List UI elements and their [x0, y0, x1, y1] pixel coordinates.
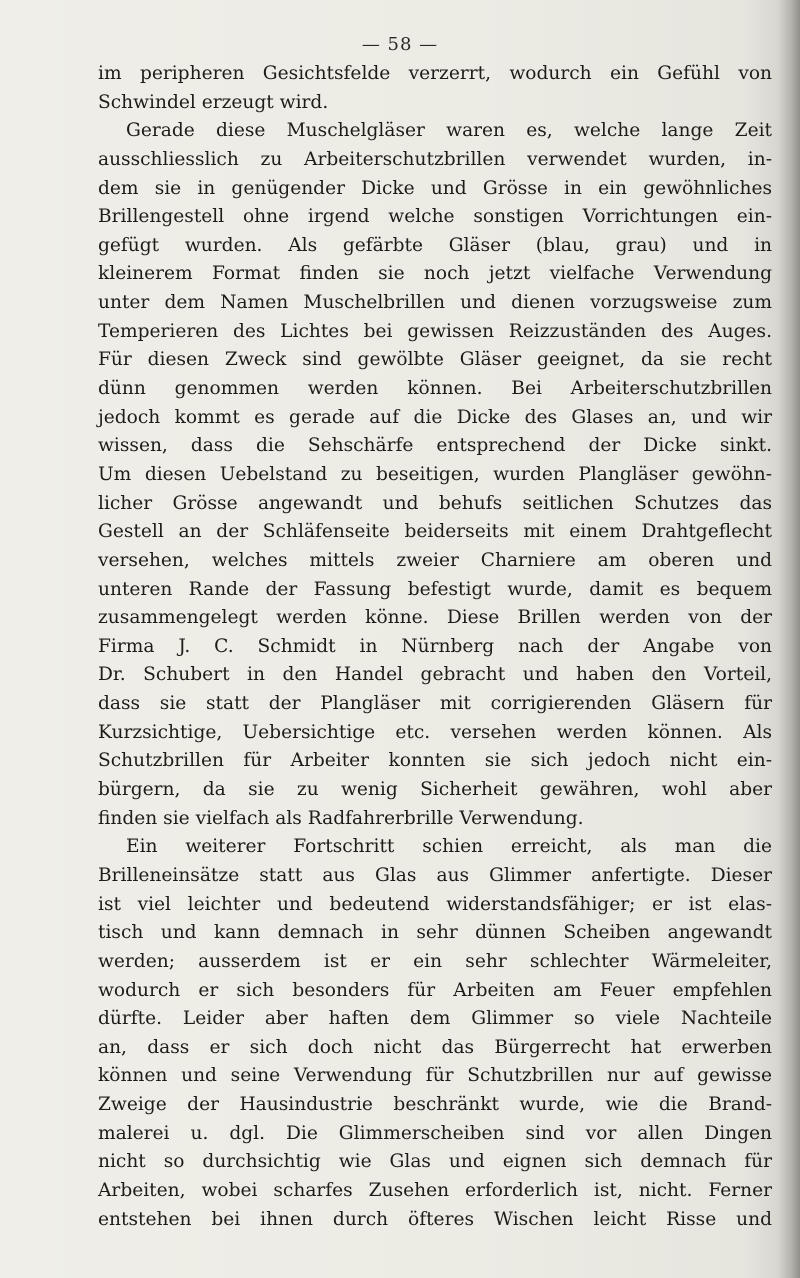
text-line: bürgern, da sie zu wenig Sicherheit gewähren, wohl aber: [98, 779, 772, 801]
page-number: — 58 —: [361, 34, 439, 55]
text-line: können und seine Verwendung für Schutzbrillen nur auf gewisse: [98, 1065, 772, 1087]
text-line: Temperieren des Lichtes bei gewissen Reizzuständen des Auges.: [98, 320, 772, 342]
text-line: nicht so durchsichtig wie Glas und eignen sich demnach für: [98, 1151, 772, 1173]
text-line: wodurch er sich besonders für Arbeiten am Feuer empfehlen: [98, 979, 772, 1001]
text-line: an, dass er sich doch nicht das Bürgerrecht hat erwerben: [98, 1036, 772, 1058]
text-line: versehen, welches mittels zweier Charniere am oberen und: [98, 549, 772, 571]
text-line: Für diesen Zweck sind gewölbte Gläser geeignet, da sie recht: [98, 349, 772, 371]
text-line: Kurzsichtige, Uebersichtige etc. versehen werden können. Als: [98, 721, 772, 743]
text-line: malerei u. dgl. Die Glimmerscheiben sind vor allen Dingen: [98, 1122, 772, 1144]
page-edge-shadow: [778, 0, 800, 1278]
text-line: dass sie statt der Plangläser mit corrigierenden Gläsern für: [98, 693, 772, 715]
text-line: dem sie in genügender Dicke und Grösse in ein gewöhnliches: [98, 177, 772, 199]
text-line: licher Grösse angewandt und behufs seitlichen Schutzes das: [98, 492, 772, 514]
text-line: werden; ausserdem ist er ein sehr schlechter Wärmeleiter,: [98, 950, 772, 972]
text-line: ist viel leichter und bedeutend widerstandsfähiger; er ist elas-: [98, 893, 772, 915]
text-line: Zweige der Hausindustrie beschränkt wurde, wie die Brand-: [98, 1094, 772, 1116]
text-line: Brilleneinsätze statt aus Glas aus Glimmer anfertigte. Dieser: [98, 864, 772, 886]
text-line: jedoch kommt es gerade auf die Dicke des Glases an, und wir: [98, 406, 772, 428]
text-line: Ein weiterer Fortschritt schien erreicht, als man die: [126, 836, 772, 858]
text-line: unter dem Namen Muschelbrillen und dienen vorzugsweise zum: [98, 292, 772, 314]
text-line: Gestell an der Schläfenseite beiderseits mit einem Drahtgeflecht: [98, 521, 772, 543]
text-line: dürfte. Leider aber haften dem Glimmer so viele Nachteile: [98, 1008, 772, 1030]
text-line: ausschliesslich zu Arbeiterschutzbrillen verwendet wurden, in-: [98, 148, 772, 170]
text-line: Um diesen Uebelstand zu beseitigen, wurden Plangläser gewöhn-: [98, 463, 772, 485]
text-line: Schwindel erzeugt wird.: [98, 91, 329, 113]
text-line: wissen, dass die Sehschärfe entsprechend der Dicke sinkt.: [98, 435, 772, 457]
text-line: Arbeiten, wobei scharfes Zusehen erforderlich ist, nicht. Ferner: [98, 1179, 772, 1201]
text-line: Gerade diese Muschelgläser waren es, welche lange Zeit: [126, 120, 772, 142]
text-line: tisch und kann demnach in sehr dünnen Scheiben angewandt: [98, 922, 772, 944]
text-line: kleinerem Format finden sie noch jetzt vielfache Verwendung: [98, 263, 772, 285]
body-text: [98, 60, 772, 1234]
text-line: finden sie vielfach als Radfahrerbrille Verwendung.: [98, 807, 584, 829]
text-line: zusammengelegt werden könne. Diese Brillen werden von der: [98, 607, 772, 629]
text-line: im peripheren Gesichtsfelde verzerrt, wodurch ein Gefühl von: [98, 63, 772, 84]
text-line: unteren Rande der Fassung befestigt wurde, damit es bequem: [98, 578, 772, 600]
text-line: Brillengestell ohne irgend welche sonstigen Vorrichtungen ein-: [98, 206, 772, 228]
text-line: Schutzbrillen für Arbeiter konnten sie sich jedoch nicht ein-: [98, 750, 772, 772]
text-line: dünn genommen werden können. Bei Arbeiterschutzbrillen: [98, 378, 772, 400]
text-line: Dr. Schubert in den Handel gebracht und haben den Vorteil,: [98, 664, 772, 686]
text-line: entstehen bei ihnen durch öfteres Wischen leicht Risse und: [98, 1208, 772, 1230]
text-line: gefügt wurden. Als gefärbte Gläser (blau, grau) und in: [98, 234, 772, 256]
text-line: Firma J. C. Schmidt in Nürnberg nach der Angabe von: [98, 635, 772, 657]
